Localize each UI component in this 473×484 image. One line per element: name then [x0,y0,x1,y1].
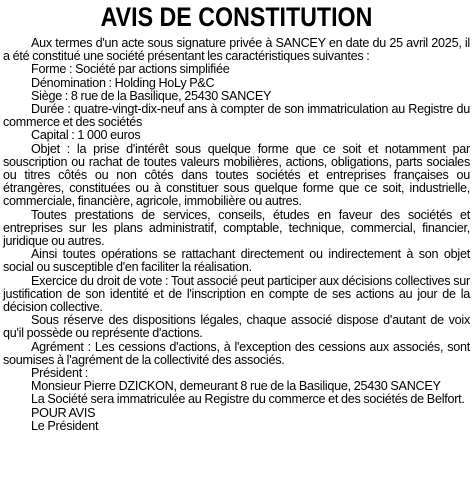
paragraph-siege: Siège : 8 rue de la Basilique, 25430 SANCEY [31,88,272,103]
paragraph-president-name: Monsieur Pierre DZICKON, demeurant 8 rue de la Basilique, 25430 SANCEY [31,379,441,394]
paragraph-forme: Forme : Société par actions simplifiée [31,62,230,77]
paragraph-immatriculation: La Société sera immatriculée au Registre du commerce et des sociétés de Belfort. [31,392,465,407]
paragraph-president-label: Président : [31,366,89,381]
paragraph-droit-de-vote: Exercice du droit de vote : Tout associé peut participer aux décisions collectives sur justification de son identité et de l'inscription en compte de ses actions au jour de la décision collective. [3,273,470,315]
paragraph-reserve: Sous réserve des dispositions légales, chaque associé dispose d'autant de voix qu'il possède ou représente d'actions. [3,313,470,341]
paragraph-intro: Aux termes d'un acte sous signature privée à SANCEY en date du 25 avril 2025, il a été constitué une société présentant les caractéristiques suivantes : [3,36,470,64]
notice-body [3,37,470,433]
paragraph-capital: Capital : 1 000 euros [31,128,141,143]
paragraph-pour-avis: POUR AVIS [31,405,96,420]
paragraph-operations: Ainsi toutes opérations se rattachant directement ou indirectement à son objet social ou susceptible d'en faciliter la réalisation. [3,247,470,275]
paragraph-objet: Objet : la prise d'intérêt sous quelque forme que ce soit et notamment par souscription ou rachat de toutes valeurs mobilières, actions, obligations, parts sociales ou titres côtés ou non côtés dans toutes sociétés et entreprises françaises ou étrangères, constituées ou à constituer sous quelque forme que ce soit, industrielle, commerciale, financière, agricole, immobilière ou autres. [3,141,470,209]
notice-title: AVIS DE CONSTITUTION [100,2,373,32]
paragraph-signature: Le Président [31,418,99,433]
paragraph-duree: Durée : quatre-vingt-dix-neuf ans à compter de son immatriculation au Registre du commerce et des sociétés [3,102,470,130]
paragraph-prestations: Toutes prestations de services, conseils, études en faveur des sociétés et entreprises sur les plans administratif, comptable, technique, commercial, financier, juridique ou autres. [3,207,470,249]
paragraph-agrement: Agrément : Les cessions d'actions, à l'exception des cessions aux associés, sont soumises à l'agrément de la collectivité des associés. [3,339,470,367]
paragraph-denomination: Dénomination : Holding HoLy P&C [31,75,215,90]
